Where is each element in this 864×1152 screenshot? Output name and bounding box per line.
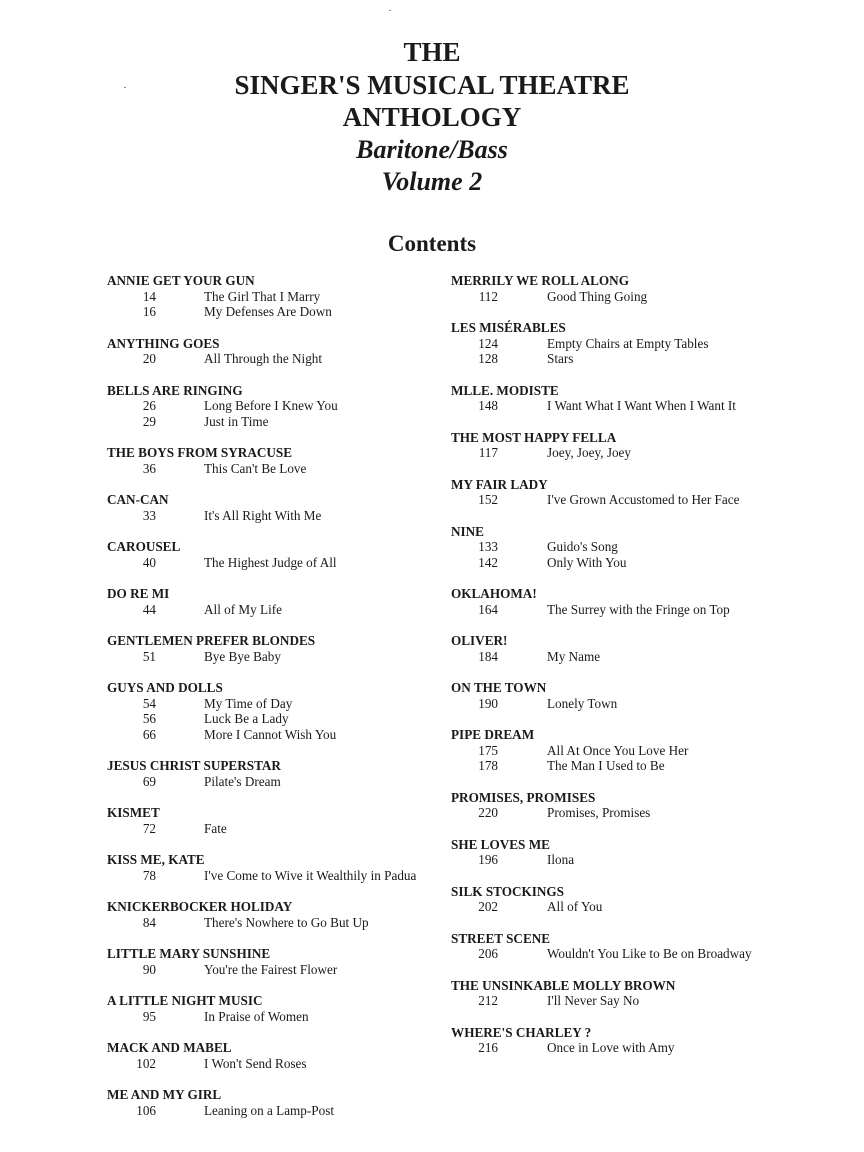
page-number: 72	[142, 820, 156, 836]
show-entry	[107, 946, 437, 977]
scan-speck	[389, 10, 391, 11]
song-row	[451, 899, 781, 915]
song-row	[107, 289, 437, 305]
show-title: ANNIE GET YOUR GUN	[107, 273, 255, 288]
song-row	[107, 461, 437, 477]
contents-left-column	[107, 273, 437, 1118]
page-number: 26	[142, 398, 156, 413]
show-title: MERRILY WE ROLL ALONG	[451, 273, 629, 288]
show-entry	[107, 899, 437, 930]
song-row	[107, 1103, 437, 1119]
show-title: WHERE'S CHARLEY ?	[451, 1024, 592, 1040]
song-title: You're the Fairest Flower	[204, 961, 338, 977]
show-entry	[451, 1025, 781, 1056]
show-entry	[107, 758, 437, 789]
song-title: Wouldn't You Like to Be on Broadway	[547, 946, 752, 961]
song-title: Long Before I Knew You	[204, 398, 338, 413]
song-row	[107, 602, 437, 618]
show-title: OLIVER!	[451, 633, 508, 648]
song-row	[107, 915, 437, 931]
page-number: 142	[478, 554, 498, 570]
show-entry	[451, 383, 781, 414]
song-row	[451, 743, 781, 759]
page-number: 84	[142, 914, 156, 930]
show-title: GENTLEMEN PREFER BLONDES	[107, 633, 316, 648]
song-title: Empty Chairs at Empty Tables	[547, 335, 709, 351]
song-title: Lonely Town	[547, 695, 618, 711]
song-row	[107, 649, 437, 665]
song-row	[107, 555, 437, 571]
book-title	[0, 36, 864, 199]
song-title: My Time of Day	[204, 695, 293, 711]
show-title: THE UNSINKABLE MOLLY BROWN	[451, 977, 676, 993]
page-number: 16	[142, 304, 156, 319]
song-title: I Won't Send Roses	[204, 1055, 307, 1071]
page-number: 220	[478, 805, 498, 820]
show-title: CAROUSEL	[107, 539, 181, 554]
song-row	[451, 539, 781, 555]
page-number: 20	[142, 351, 156, 366]
volume-label: Volume 2	[381, 167, 483, 196]
show-entry	[451, 680, 781, 711]
show-entry	[451, 931, 781, 962]
show-entry	[451, 790, 781, 821]
show-title: A LITTLE NIGHT MUSIC	[107, 993, 263, 1008]
song-row	[107, 304, 437, 320]
song-title: I Want What I Want When I Want It	[547, 398, 736, 413]
song-title: The Surrey with the Fringe on Top	[547, 601, 730, 617]
page-number: 102	[136, 1055, 156, 1071]
song-row	[107, 351, 437, 367]
song-title: Ilona	[547, 852, 575, 867]
song-title: I've Grown Accustomed to Her Face	[547, 492, 740, 507]
show-entry	[107, 383, 437, 430]
show-title: GUYS AND DOLLS	[107, 680, 223, 695]
song-title: All of You	[547, 899, 603, 914]
show-entry	[451, 477, 781, 508]
page-number: 202	[478, 899, 498, 914]
song-row	[451, 805, 781, 821]
page-number: 95	[142, 1008, 156, 1024]
song-row	[107, 414, 437, 430]
voice-type: Baritone/Bass	[356, 134, 508, 164]
show-entry	[107, 586, 437, 617]
page-number: 14	[142, 288, 156, 304]
song-row	[451, 351, 781, 367]
song-row	[451, 993, 781, 1009]
page-number: 184	[478, 648, 498, 664]
song-title: All Through the Night	[204, 351, 323, 366]
song-title: I'll Never Say No	[547, 993, 640, 1008]
song-row	[451, 649, 781, 665]
title-line-singers: SINGER'S MUSICAL THEATRE	[234, 69, 630, 100]
song-row	[107, 962, 437, 978]
page-number: 216	[478, 1040, 498, 1055]
song-title: It's All Right With Me	[204, 507, 322, 523]
page-number: 196	[478, 852, 498, 867]
page-number: 54	[142, 695, 156, 711]
show-entry	[451, 727, 781, 774]
song-title: Joey, Joey, Joey	[547, 445, 631, 460]
show-title: OKLAHOMA!	[451, 586, 537, 601]
page-number: 90	[142, 961, 156, 977]
show-entry	[107, 805, 437, 836]
title-line-anthology: ANTHOLOGY	[342, 102, 522, 132]
show-title: SILK STOCKINGS	[451, 883, 564, 899]
song-title: Bye Bye Baby	[204, 648, 281, 664]
page-number: 112	[478, 288, 498, 304]
show-title: KISS ME, KATE	[107, 852, 205, 867]
show-entry	[451, 978, 781, 1009]
page-number: 175	[478, 742, 498, 758]
show-entry	[107, 633, 437, 664]
page-number: 44	[142, 601, 156, 617]
show-entry	[107, 492, 437, 523]
show-title: JESUS CHRIST SUPERSTAR	[107, 758, 281, 773]
title-line-the: THE	[403, 37, 461, 67]
song-row	[451, 696, 781, 712]
song-title: In Praise of Women	[204, 1008, 309, 1024]
show-title: SHE LOVES ME	[451, 836, 550, 852]
page-number: 212	[478, 993, 498, 1008]
show-entry	[107, 1040, 437, 1071]
song-title: All of My Life	[204, 601, 283, 617]
show-entry	[107, 539, 437, 570]
song-row	[107, 868, 437, 884]
page-number: 124	[478, 335, 498, 351]
show-entry	[107, 336, 437, 367]
show-title: LITTLE MARY SUNSHINE	[107, 946, 271, 961]
show-title: LES MISÉRABLES	[451, 320, 566, 335]
show-title: DO RE MI	[107, 586, 170, 601]
page-number: 117	[478, 445, 498, 460]
page-number: 51	[142, 648, 156, 664]
show-title: MY FAIR LADY	[451, 476, 548, 492]
show-entry	[107, 852, 437, 883]
song-title: Once in Love with Amy	[547, 1040, 675, 1055]
song-title: Pilate's Dream	[204, 773, 281, 789]
song-row	[107, 711, 437, 727]
song-title: Only With You	[547, 554, 627, 570]
song-title: This Can't Be Love	[204, 460, 307, 476]
show-title: CAN-CAN	[107, 492, 169, 507]
song-title: Leaning on a Lamp-Post	[204, 1102, 335, 1118]
song-title: Promises, Promises	[547, 805, 651, 820]
show-title: KISMET	[107, 805, 160, 820]
song-title: Stars	[547, 351, 574, 366]
page-number: 178	[478, 758, 498, 773]
show-title: ANYTHING GOES	[107, 335, 220, 351]
song-title: The Girl That I Marry	[204, 288, 321, 304]
show-entry	[107, 1087, 437, 1118]
song-row	[107, 696, 437, 712]
page-number: 33	[142, 507, 156, 523]
song-row	[451, 1040, 781, 1056]
song-title: Fate	[204, 820, 227, 836]
show-entry	[451, 273, 781, 304]
song-title: There's Nowhere to Go But Up	[204, 914, 369, 930]
song-row	[107, 821, 437, 837]
song-title: The Highest Judge of All	[204, 554, 337, 570]
show-title: PROMISES, PROMISES	[451, 789, 596, 805]
page-number: 206	[478, 946, 498, 961]
song-title: Good Thing Going	[547, 288, 648, 304]
show-title: ON THE TOWN	[451, 680, 547, 695]
show-entry	[451, 524, 781, 571]
song-row	[107, 398, 437, 414]
page-number: 164	[478, 601, 498, 617]
page-number: 106	[136, 1102, 156, 1118]
song-title: More I Cannot Wish You	[204, 726, 337, 742]
show-entry	[107, 993, 437, 1024]
show-entry	[451, 320, 781, 367]
song-row	[451, 602, 781, 618]
show-entry	[107, 273, 437, 320]
song-row	[451, 445, 781, 461]
contents-right-column	[451, 273, 781, 1056]
page-number: 36	[142, 460, 156, 476]
show-title: MACK AND MABEL	[107, 1040, 232, 1055]
page-number: 78	[142, 867, 156, 883]
page-number: 128	[478, 351, 498, 366]
show-title: STREET SCENE	[451, 930, 551, 946]
show-entry	[107, 445, 437, 476]
page-number: 148	[478, 398, 498, 413]
show-title: THE BOYS FROM SYRACUSE	[107, 445, 293, 460]
show-title: BELLS ARE RINGING	[107, 382, 243, 398]
song-row	[107, 508, 437, 524]
show-title: THE MOST HAPPY FELLA	[451, 429, 617, 445]
page-number: 69	[142, 773, 156, 789]
page-number: 66	[142, 726, 156, 742]
song-row	[451, 852, 781, 868]
song-row	[107, 1056, 437, 1072]
page-number: 29	[142, 413, 156, 429]
song-row	[107, 1009, 437, 1025]
song-row	[451, 398, 781, 414]
page-number: 56	[142, 711, 156, 726]
show-title: MLLE. MODISTE	[451, 382, 559, 398]
show-entry	[451, 633, 781, 664]
song-title: My Defenses Are Down	[204, 304, 332, 319]
song-title: Guido's Song	[547, 539, 618, 554]
show-title: KNICKERBOCKER HOLIDAY	[107, 899, 293, 914]
song-row	[451, 555, 781, 571]
song-title: My Name	[547, 648, 601, 664]
page-number: 133	[478, 539, 498, 554]
show-entry	[451, 837, 781, 868]
song-row	[451, 492, 781, 508]
song-row	[451, 758, 781, 774]
song-title: I've Come to Wive it Wealthily in Padua	[204, 867, 417, 883]
show-entry	[451, 430, 781, 461]
page-number: 40	[142, 554, 156, 570]
show-title: ME AND MY GIRL	[107, 1087, 222, 1102]
song-row	[451, 946, 781, 962]
show-entry	[107, 680, 437, 742]
contents-heading: Contents	[387, 231, 477, 256]
song-row	[451, 336, 781, 352]
song-title: All At Once You Love Her	[547, 742, 689, 758]
page-number: 152	[478, 492, 498, 507]
show-title: PIPE DREAM	[451, 727, 535, 742]
song-row	[107, 774, 437, 790]
song-row	[107, 727, 437, 743]
show-entry	[451, 884, 781, 915]
song-title: Luck Be a Lady	[204, 711, 289, 726]
song-title: Just in Time	[204, 413, 269, 429]
show-title: NINE	[451, 523, 484, 539]
song-title: The Man I Used to Be	[547, 758, 665, 773]
song-row	[451, 289, 781, 305]
show-entry	[451, 586, 781, 617]
page-number: 190	[478, 695, 498, 711]
